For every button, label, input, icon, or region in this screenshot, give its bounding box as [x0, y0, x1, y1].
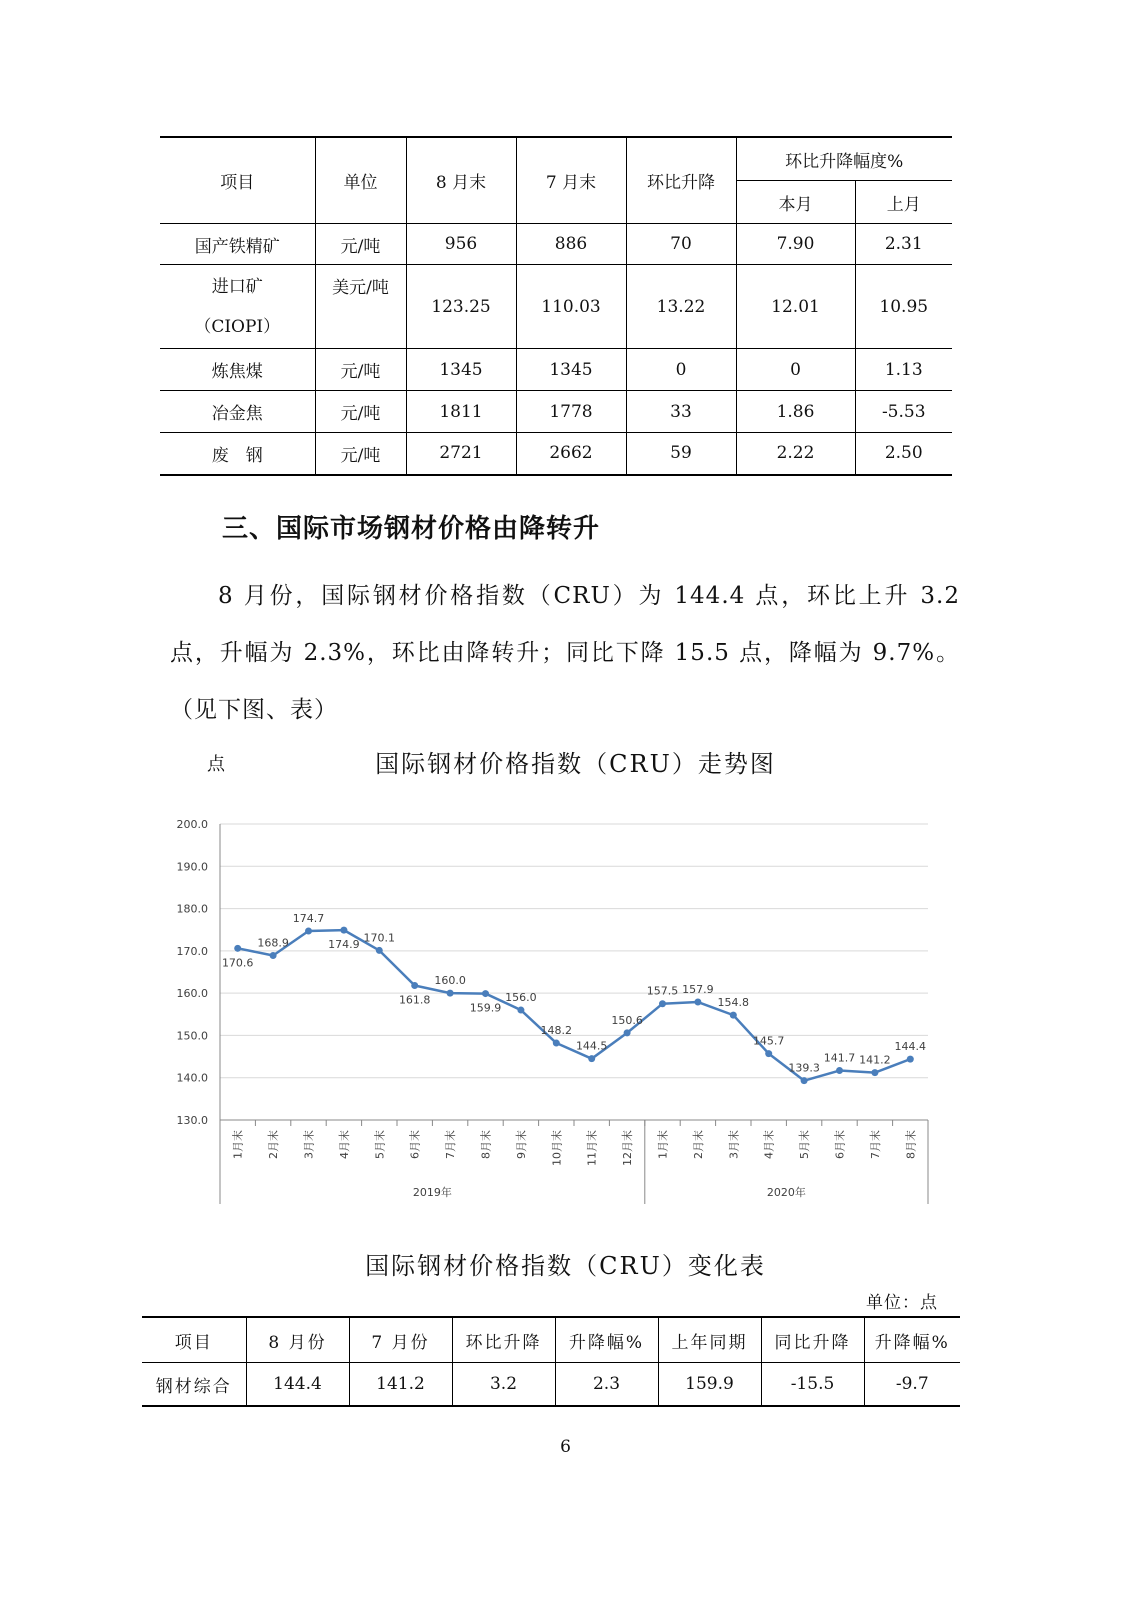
data-label: 150.6 [611, 1013, 643, 1027]
cru-line-chart [160, 800, 950, 1220]
data-point [836, 1067, 843, 1074]
cell-item: 国产铁精矿 [160, 224, 315, 265]
table-row [160, 349, 952, 391]
cell-item: 冶金焦 [160, 391, 315, 433]
table-header-row [142, 1317, 960, 1363]
cell-aug: 1345 [406, 349, 516, 391]
cell-this-month: 0 [736, 349, 855, 391]
data-point [234, 945, 241, 952]
x-tick-label: 10月末 [550, 1130, 564, 1166]
chart-y-unit: 点 [207, 754, 225, 775]
data-label: 148.2 [540, 1024, 573, 1038]
header-cell: 上年同期 [658, 1317, 761, 1363]
cell-jul: 110.03 [516, 265, 626, 349]
y-tick-label: 180.0 [176, 902, 208, 916]
cell-item-line2: （CIOPI） [194, 316, 281, 337]
x-tick-label: 5月末 [798, 1130, 812, 1159]
cell-unit: 元/吨 [315, 433, 406, 475]
data-point [659, 1000, 666, 1007]
cell-this-month: 12.01 [736, 265, 855, 349]
cell-last-month: 10.95 [855, 265, 952, 349]
table-row [160, 265, 952, 349]
chart-title: 国际钢材价格指数（CRU）走势图 [375, 750, 776, 778]
cru-change-table [142, 1316, 960, 1407]
x-tick-label: 1月末 [231, 1130, 245, 1159]
cell-last-month: 2.50 [855, 433, 952, 475]
cell-this-month: 1.86 [736, 391, 855, 433]
section-paragraph: 8 月份，国际钢材价格指数（CRU）为 144.4 点，环比上升 3.2 点，升幅为 2.3%，环比由降转升；同比下降 15.5 点，降幅为 9.7%。（见下图、表） [170, 583, 960, 723]
y-tick-label: 130.0 [176, 1114, 208, 1127]
data-point [801, 1077, 808, 1084]
cell-jul: 1345 [516, 349, 626, 391]
table-cell: 144.4 [246, 1363, 349, 1407]
header-cell: 7 月份 [349, 1317, 452, 1363]
cell-this-month: 7.90 [736, 224, 855, 265]
data-label: 170.6 [221, 956, 254, 970]
data-point [871, 1069, 878, 1076]
group-label: 2020年 [766, 1186, 806, 1199]
header-cell: 同比升降 [761, 1317, 864, 1363]
cell-item: 炼焦煤 [160, 349, 315, 391]
y-tick-label: 140.0 [176, 1071, 208, 1085]
data-label: 144.4 [894, 1040, 927, 1054]
cell-aug: 956 [406, 224, 516, 265]
group-label: 2019年 [412, 1186, 452, 1199]
x-tick-label: 4月末 [337, 1130, 351, 1159]
cell-change: 59 [626, 433, 736, 475]
cell-aug: 1811 [406, 391, 516, 433]
cell-last-month: -5.53 [855, 391, 952, 433]
data-label: 139.3 [788, 1061, 820, 1075]
data-point [553, 1040, 560, 1047]
data-label: 174.9 [328, 938, 360, 952]
data-point [340, 927, 347, 934]
table-cell: 钢材综合 [142, 1363, 246, 1407]
data-point [270, 952, 277, 959]
data-point [730, 1012, 737, 1019]
cell-jul: 2662 [516, 433, 626, 475]
cell-change: 13.22 [626, 265, 736, 349]
x-tick-label: 8月末 [904, 1130, 918, 1159]
data-label: 141.7 [823, 1051, 856, 1065]
data-label: 174.7 [292, 911, 325, 925]
x-tick-label: 7月末 [868, 1130, 882, 1159]
data-label: 160.0 [434, 974, 466, 988]
data-label: 156.0 [505, 991, 537, 1005]
data-label: 154.8 [717, 996, 750, 1010]
table-cell: 141.2 [349, 1363, 452, 1407]
cell-unit: 元/吨 [315, 224, 406, 265]
table-row [142, 1363, 960, 1407]
y-tick-label: 150.0 [176, 1029, 208, 1043]
header-this-month: 本月 [736, 181, 855, 224]
y-tick-label: 200.0 [176, 818, 208, 831]
header-cell: 升降幅% [864, 1317, 960, 1363]
cell-jul: 886 [516, 224, 626, 265]
series-line [238, 930, 911, 1081]
cell-last-month: 2.31 [855, 224, 952, 265]
data-label: 161.8 [398, 993, 431, 1007]
data-point [694, 999, 701, 1006]
data-label: 159.9 [469, 1001, 502, 1015]
y-tick-label: 190.0 [176, 860, 208, 874]
section-title: 三、国际市场钢材价格由降转升 [222, 514, 601, 544]
table-row [160, 391, 952, 433]
data-label: 157.9 [682, 983, 714, 997]
table-cell: -15.5 [761, 1363, 864, 1407]
cell-last-month: 1.13 [855, 349, 952, 391]
cell-unit: 美元/吨 [315, 265, 406, 349]
data-point [305, 927, 312, 934]
x-tick-label: 11月末 [585, 1130, 599, 1166]
data-label: 145.7 [752, 1034, 785, 1048]
header-last-month: 上月 [855, 181, 952, 224]
y-tick-label: 170.0 [176, 944, 208, 958]
cell-item [160, 265, 315, 349]
x-tick-label: 2月末 [267, 1130, 281, 1159]
x-tick-label: 3月末 [727, 1130, 741, 1159]
data-label: 144.5 [575, 1039, 608, 1053]
x-tick-label: 12月末 [621, 1130, 635, 1166]
cell-item: 废 钢 [160, 433, 315, 475]
cru-table-unit: 单位：点 [866, 1293, 938, 1313]
header-aug-end: 8 月末 [406, 137, 516, 224]
x-tick-label: 8月末 [479, 1130, 493, 1159]
data-point [376, 947, 383, 954]
header-cell: 8 月份 [246, 1317, 349, 1363]
x-tick-label: 5月末 [373, 1130, 387, 1159]
data-point [411, 982, 418, 989]
data-point [907, 1056, 914, 1063]
table-row [160, 433, 952, 475]
x-tick-label: 7月末 [444, 1130, 458, 1159]
page-number: 6 [560, 1437, 571, 1457]
cell-aug: 2721 [406, 433, 516, 475]
header-cell: 项目 [142, 1317, 246, 1363]
table-cell: 2.3 [555, 1363, 658, 1407]
header-item: 项目 [160, 137, 315, 224]
data-point [765, 1050, 772, 1057]
cell-unit: 元/吨 [315, 391, 406, 433]
table-cell: -9.7 [864, 1363, 960, 1407]
header-cell: 升降幅% [555, 1317, 658, 1363]
table-cell: 159.9 [658, 1363, 761, 1407]
header-mom-change: 环比升降 [626, 137, 736, 224]
x-tick-label: 9月末 [514, 1130, 528, 1159]
data-label: 157.5 [646, 984, 679, 998]
cell-unit: 元/吨 [315, 349, 406, 391]
table-row [160, 224, 952, 265]
x-tick-label: 6月末 [833, 1130, 847, 1159]
x-tick-label: 6月末 [408, 1130, 422, 1159]
cell-change: 33 [626, 391, 736, 433]
x-tick-label: 2月末 [691, 1130, 705, 1159]
cru-table-title: 国际钢材价格指数（CRU）变化表 [365, 1252, 766, 1280]
data-label: 168.9 [257, 936, 289, 950]
data-point [517, 1007, 524, 1014]
header-jul-end: 7 月末 [516, 137, 626, 224]
data-point [447, 990, 454, 997]
table-cell: 3.2 [452, 1363, 555, 1407]
y-tick-label: 160.0 [176, 987, 208, 1001]
data-point [588, 1055, 595, 1062]
cell-aug: 123.25 [406, 265, 516, 349]
data-label: 170.1 [363, 931, 396, 945]
cell-change: 70 [626, 224, 736, 265]
cell-this-month: 2.22 [736, 433, 855, 475]
materials-price-table [160, 136, 952, 476]
x-tick-label: 1月末 [656, 1130, 670, 1159]
header-cell: 环比升降 [452, 1317, 555, 1363]
x-tick-label: 4月末 [762, 1130, 776, 1159]
cell-item-line1: 进口矿 [211, 276, 263, 297]
data-point [482, 990, 489, 997]
data-label: 141.2 [859, 1053, 891, 1067]
x-tick-label: 3月末 [302, 1130, 316, 1159]
cell-jul: 1778 [516, 391, 626, 433]
data-point [624, 1029, 631, 1036]
cell-change: 0 [626, 349, 736, 391]
header-mom-pct: 环比升降幅度% [736, 137, 952, 181]
header-unit: 单位 [315, 137, 406, 224]
